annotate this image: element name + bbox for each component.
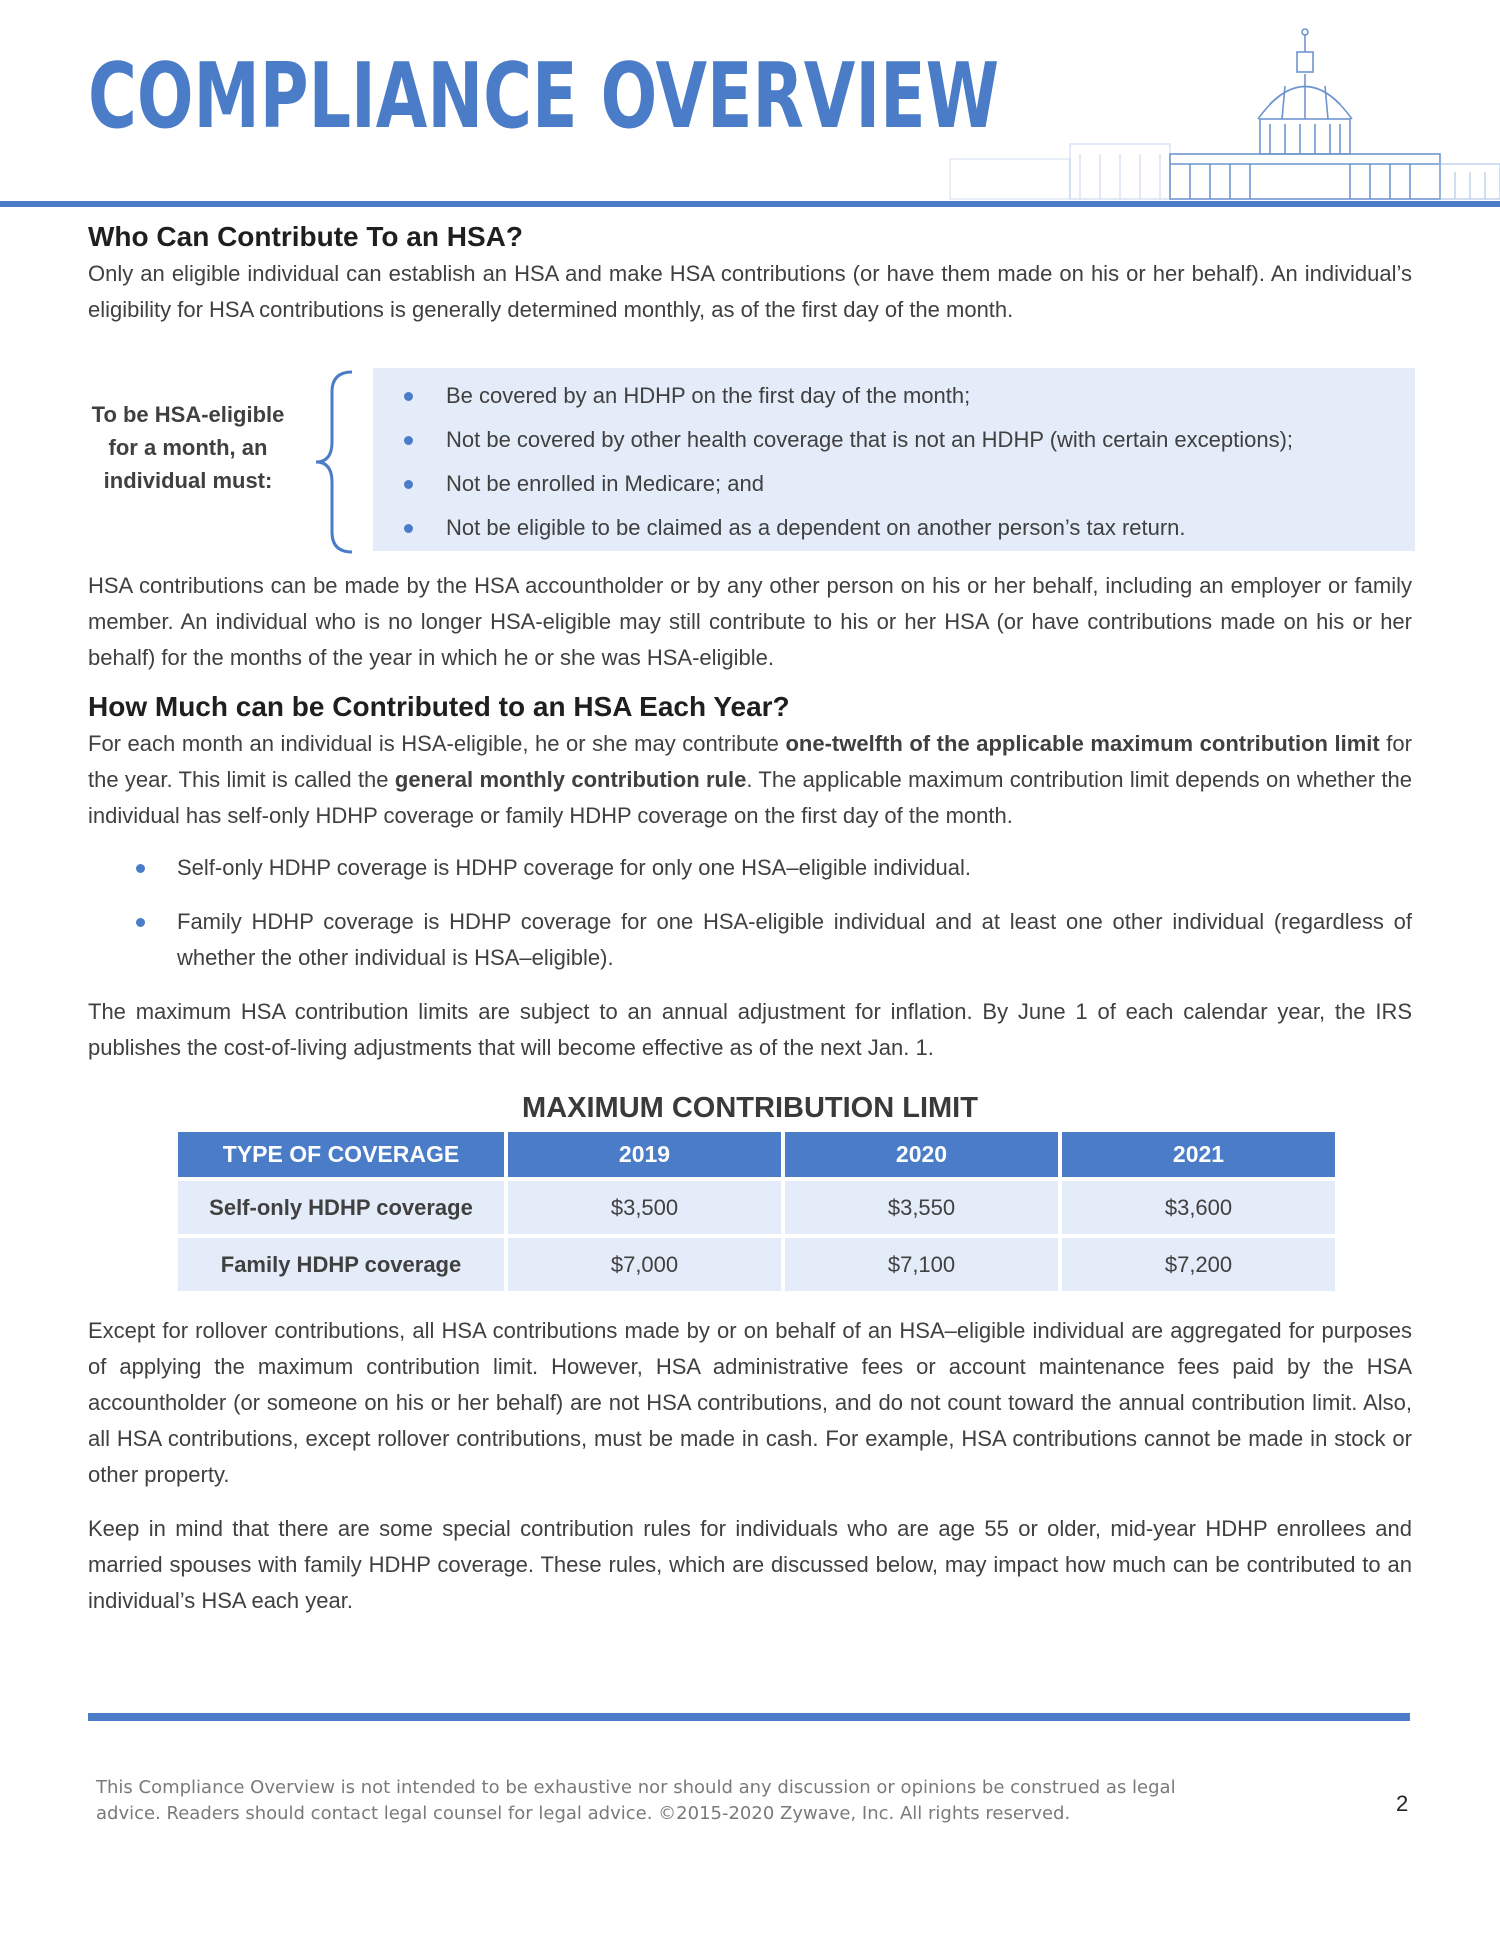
table-cell: $7,200 (1062, 1238, 1335, 1291)
table-title: MAXIMUM CONTRIBUTION LIMIT (522, 1092, 978, 1124)
coverage-types-list (88, 850, 1412, 976)
contribution-limit-table (174, 1128, 1339, 1295)
table-row (178, 1181, 1335, 1234)
table-cell: $3,550 (785, 1181, 1058, 1234)
page-number: 2 (1396, 1791, 1409, 1816)
eligibility-block (88, 368, 1412, 568)
list-item: Be covered by an HDHP on the first day of the month; (373, 374, 1415, 418)
page-title: COMPLIANCE OVERVIEW (88, 44, 1000, 149)
intro-paragraph: Only an eligible individual can establish an HSA and make HSA contributions (or have them made on his or her behalf). An individual’s eligibility for HSA contributions is generally determined monthly, as of the first day of the month. (88, 261, 1412, 322)
footer-rule (88, 1713, 1410, 1721)
special-rules-paragraph: Keep in mind that there are some special contribution rules for individuals who are age 55 or older, mid-year HDHP enrollees and married spouses with family HDHP coverage. These rules, which are discussed below, may impact how much can be contributed to an individual’s HSA each year. (88, 1516, 1412, 1613)
table-header-cell: 2019 (508, 1132, 781, 1177)
bullet-icon (404, 436, 413, 445)
list-item: Self-only HDHP coverage is HDHP coverage for only one HSA–eligible individual. (88, 850, 1412, 886)
aggregation-paragraph: Except for rollover contributions, all HSA contributions made by or on behalf of an HSA–eligible individual are aggregated for purposes of applying the maximum contribution limit. However, HSA administrative fees or account maintenance fees paid by the HSA accountholder (or someone on his or her behalf) are not HSA contributions, and do not count toward the annual contribution limit. Also, all HSA contributions, except rollover contributions, must be made in cash. For example, HSA contributions cannot be made in stock or other property. (88, 1318, 1412, 1487)
bullet-icon (404, 524, 413, 533)
list-item: Not be eligible to be claimed as a dependent on another person’s tax return. (373, 506, 1415, 550)
capitol-building-image (940, 24, 1500, 202)
bullet-icon (136, 864, 145, 873)
eligibility-label: To be HSA-eligible for a month, an individual must: (91, 402, 285, 493)
monthly-rule-paragraph: For each month an individual is HSA-eligible, he or she may contribute one-twelfth of the applicable maximum contribution limit for the year. This limit is called the general monthly contribution rule. The applicable maximum contribution limit depends on whether the individual has self-only HDHP coverage or family HDHP coverage on the first day of the month. (88, 731, 1413, 828)
table-row (178, 1238, 1335, 1291)
list-item: Family HDHP coverage is HDHP coverage for one HSA-eligible individual and at least one other individual (regardless of whether the other individual is HSA–eligible). (88, 904, 1412, 976)
header-rule (0, 201, 1500, 207)
table-cell: Self-only HDHP coverage (178, 1181, 504, 1234)
footer-disclaimer: This Compliance Overview is not intended to be exhaustive nor should any discussion or opinions be construed as legal advice. Readers should contact legal counsel for legal advice. ©2015-2020 Zywave, Inc. All rights reserved. (96, 1777, 1176, 1824)
table-header-cell: TYPE OF COVERAGE (178, 1132, 504, 1177)
contributors-paragraph: HSA contributions can be made by the HSA accountholder or by any other person on his or her behalf, including an employer or family member. An individual who is no longer HSA-eligible may still contribute to his or her HSA (or have contributions made on his or her behalf) for the months of the year in which he or she was HSA-eligible. (88, 573, 1412, 670)
table-header-cell: 2021 (1062, 1132, 1335, 1177)
section-heading-how-much: How Much can be Contributed to an HSA Each Year? (88, 691, 790, 722)
table-cell: $7,100 (785, 1238, 1058, 1291)
eligibility-requirements-box (373, 368, 1415, 551)
bullet-icon (404, 480, 413, 489)
page-header (0, 0, 1500, 210)
bullet-icon (404, 392, 413, 401)
main-content (88, 218, 1412, 1619)
table-header-row (178, 1132, 1335, 1177)
list-item: Not be enrolled in Medicare; and (373, 462, 1415, 506)
eligibility-list (373, 374, 1415, 550)
list-item: Not be covered by other health coverage that is not an HDHP (with certain exceptions); (373, 418, 1415, 462)
bullet-icon (136, 918, 145, 927)
inflation-paragraph: The maximum HSA contribution limits are subject to an annual adjustment for inflation. By June 1 of each calendar year, the IRS publishes the cost-of-living adjustments that will become effective as of the next Jan. 1. (88, 999, 1412, 1060)
table-cell: $7,000 (508, 1238, 781, 1291)
curly-brace-icon (310, 368, 360, 556)
table-cell: $3,600 (1062, 1181, 1335, 1234)
table-header-cell: 2020 (785, 1132, 1058, 1177)
table-cell: $3,500 (508, 1181, 781, 1234)
section-heading-who-can-contribute: Who Can Contribute To an HSA? (88, 221, 523, 252)
table-cell: Family HDHP coverage (178, 1238, 504, 1291)
